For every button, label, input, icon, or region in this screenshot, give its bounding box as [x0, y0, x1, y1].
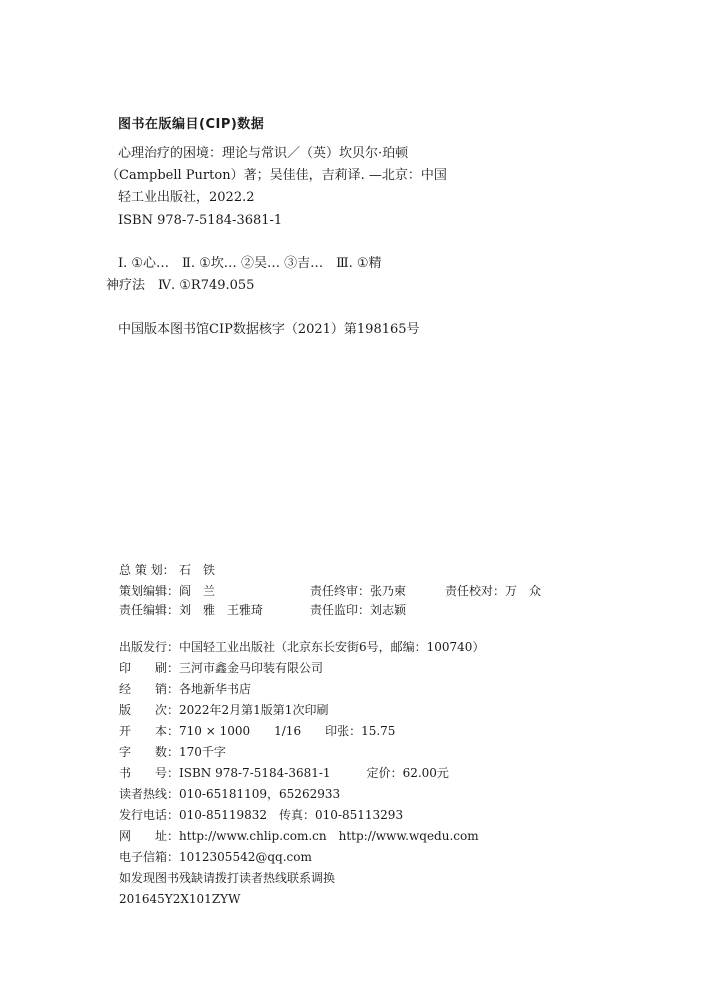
credit-pair: [310, 584, 406, 598]
credit-value: 刘志颖: [370, 603, 407, 617]
pub-label: 版 次：: [119, 703, 180, 717]
pub-value: 170千字: [179, 745, 226, 759]
pub-value: 1012305542@qq.com: [179, 850, 312, 864]
pub-value: ISBN 978-7-5184-3681-1 定价：62.00元: [179, 766, 449, 780]
cip-isbn: ISBN 978-7-5184-3681-1: [118, 213, 283, 228]
notice-line: 如发现图书残缺请拨打读者热线联系调换: [119, 871, 336, 885]
credit-row: [119, 584, 599, 598]
pub-row: [119, 787, 340, 801]
pub-label: 书 号：: [119, 766, 180, 780]
credit-row: [119, 563, 215, 577]
credit-label: 责任校对：: [445, 584, 506, 598]
pub-row: [119, 724, 395, 738]
cip-line: （Campbell Purton）著；吴佳佳，吉莉译. —北京：中国: [106, 168, 447, 183]
cip-record-number: 中国版本图书馆CIP数据核字（2021）第198165号: [118, 322, 420, 337]
credit-label: 责任监印：: [310, 603, 371, 617]
credit-label: 责任编辑：: [119, 603, 180, 617]
pub-label: 网 址：: [119, 829, 180, 843]
pub-value: 各地新华书店: [179, 682, 252, 696]
cip-title: 图书在版编目(CIP)数据: [118, 117, 265, 132]
credit-label: 总 策 划：: [119, 563, 175, 577]
credit-value: 刘 雅 王雅琦: [179, 603, 264, 617]
credit-label: 责任终审：: [310, 584, 371, 598]
cip-classification: Ⅰ. ①心… Ⅱ. ①坎… ②吴… ③吉… Ⅲ. ①精: [118, 256, 382, 271]
pub-row: [119, 766, 449, 780]
pub-label: 开 本：: [119, 724, 180, 738]
credit-pair: [445, 584, 541, 598]
pub-value: 010-85119832 传真：010-85113293: [179, 808, 404, 822]
pub-value: 三河市鑫金马印装有限公司: [179, 661, 324, 675]
pub-label: 印 刷：: [119, 661, 180, 675]
cip-line: 心理治疗的困境：理论与常识／（英）坎贝尔·珀顿: [118, 146, 409, 161]
credit-pair: [310, 603, 406, 617]
pub-row: [119, 682, 251, 696]
pub-value: 710 × 1000 1/16 印张：15.75: [179, 724, 396, 738]
pub-row: [119, 745, 226, 759]
pub-row: [119, 829, 479, 843]
pub-value: 2022年2月第1版第1次印刷: [179, 703, 329, 717]
credit-value: 石 铁: [179, 563, 216, 577]
pub-row: [119, 703, 328, 717]
pub-label: 出版发行：: [119, 640, 180, 654]
pub-label: 字 数：: [119, 745, 180, 759]
pub-row: [119, 661, 323, 675]
pub-label: 电子信箱：: [119, 850, 180, 864]
credit-row: [119, 603, 599, 617]
credit-value: 阎 兰: [179, 584, 216, 598]
cip-line: 轻工业出版社，2022.2: [118, 190, 255, 205]
pub-label: 发行电话：: [119, 808, 180, 822]
cip-classification-cont: 神疗法 Ⅳ. ①R749.055: [106, 278, 255, 293]
pub-row: [119, 808, 403, 822]
pub-row: [119, 640, 484, 654]
credit-value: 万 众: [505, 584, 542, 598]
credit-value: 张乃柬: [370, 584, 407, 598]
pub-row: [119, 850, 312, 864]
pub-value: 中国轻工业出版社（北京东长安街6号，邮编：100740）: [179, 640, 485, 654]
print-code: 201645Y2X101ZYW: [119, 892, 241, 906]
pub-label: 经 销：: [119, 682, 180, 696]
pub-value: 010-65181109，65262933: [179, 787, 341, 801]
credit-label: 策划编辑：: [119, 584, 180, 598]
pub-label: 读者热线：: [119, 787, 180, 801]
pub-value: http://www.chlip.com.cn http://www.wqedu.com: [179, 829, 479, 843]
